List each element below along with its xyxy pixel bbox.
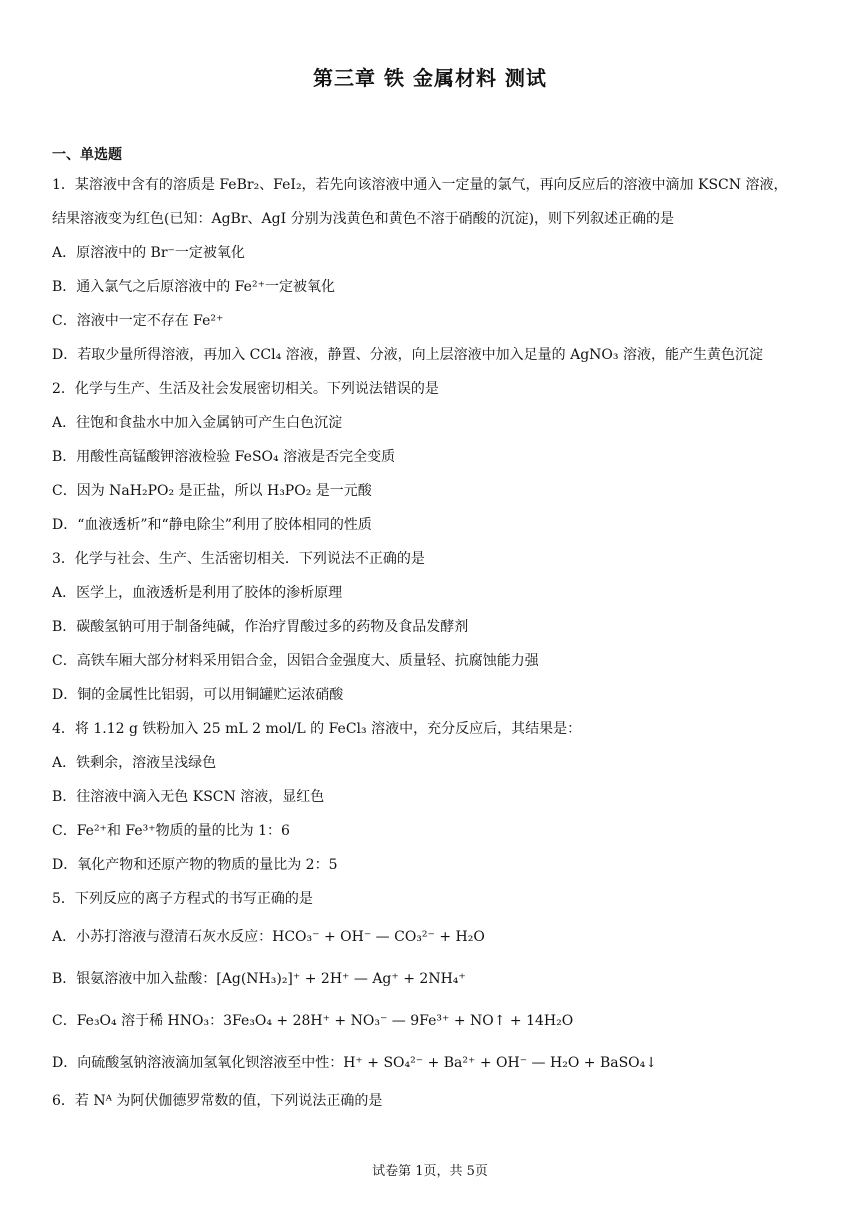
question-line: 2．化学与生产、生活及社会发展密切相关。下列说法错误的是 bbox=[52, 381, 439, 397]
option-line: C．Fe²⁺和 Fe³⁺物质的量的比为 1：6 bbox=[52, 823, 290, 839]
text-line: 结果溶液变为红色(已知：AgBr、AgI 分别为浅黄色和黄色不溶于硝酸的沉淀)，则下列叙述正确的是 bbox=[52, 211, 675, 227]
formula-option-line: B．银氨溶液中加入盐酸：[Ag(NH₃)₂]⁺ + 2H⁺ — Ag⁺ + 2NH₄⁺ bbox=[52, 971, 466, 987]
page-title: 第三章 铁 金属材料 测试 bbox=[313, 66, 547, 90]
option-line: B．用酸性高锰酸钾溶液检验 FeSO₄ 溶液是否完全变质 bbox=[52, 449, 396, 465]
formula-option-line: A．小苏打溶液与澄清石灰水反应：HCO₃⁻ + OH⁻ — CO₃²⁻ + H₂O bbox=[52, 929, 485, 945]
option-line: D．若取少量所得溶液，再加入 CCl₄ 溶液，静置、分液，向上层溶液中加入足量的 AgNO₃ 溶液，能产生黄色沉淀 bbox=[52, 347, 763, 363]
question-line: 3．化学与社会、生产、生活密切相关．下列说法不正确的是 bbox=[52, 551, 425, 567]
question-line: 5．下列反应的离子方程式的书写正确的是 bbox=[52, 891, 313, 907]
option-line: D．“血液透析”和“静电除尘”利用了胶体相同的性质 bbox=[52, 517, 372, 533]
question-content bbox=[52, 168, 812, 1118]
option-line: C．溶液中一定不存在 Fe²⁺ bbox=[52, 313, 224, 329]
option-line: A．铁剩余，溶液呈浅绿色 bbox=[52, 755, 217, 771]
option-line: A．医学上，血液透析是利用了胶体的渗析原理 bbox=[52, 585, 343, 601]
option-line: A．往饱和食盐水中加入金属钠可产生白色沉淀 bbox=[52, 415, 343, 431]
question-line: 4．将 1.12 g 铁粉加入 25 mL 2 mol/L 的 FeCl₃ 溶液中，充分反应后，其结果是： bbox=[52, 721, 582, 737]
option-line: B．碳酸氢钠可用于制备纯碱，作治疗胃酸过多的药物及食品发酵剂 bbox=[52, 619, 469, 635]
section-heading: 一、单选题 bbox=[52, 147, 122, 163]
option-line: B．往溶液中滴入无色 KSCN 溶液，显红色 bbox=[52, 789, 325, 805]
option-line: C．因为 NaH₂PO₂ 是正盐，所以 H₃PO₂ 是一元酸 bbox=[52, 483, 372, 499]
option-line: B．通入氯气之后原溶液中的 Fe²⁺一定被氧化 bbox=[52, 279, 335, 295]
formula-option-line: D．向硫酸氢钠溶液滴加氢氧化钡溶液至中性：H⁺ + SO₄²⁻ + Ba²⁺ + OH⁻ — H₂O + BaSO₄↓ bbox=[52, 1055, 657, 1071]
question-line: 6．若 Nᴬ 为阿伏伽德罗常数的值，下列说法正确的是 bbox=[52, 1093, 383, 1109]
option-line: A．原溶液中的 Br⁻一定被氧化 bbox=[52, 245, 245, 261]
option-line: D．氧化产物和还原产物的物质的量比为 2：5 bbox=[52, 857, 338, 873]
formula-option-line: C．Fe₃O₄ 溶于稀 HNO₃：3Fe₃O₄ + 28H⁺ + NO₃⁻ — 9Fe³⁺ + NO↑ + 14H₂O bbox=[52, 1013, 574, 1029]
option-line: D．铜的金属性比铝弱，可以用铜罐贮运浓硝酸 bbox=[52, 687, 344, 703]
option-line: C．高铁车厢大部分材料采用铝合金，因铝合金强度大、质量轻、抗腐蚀能力强 bbox=[52, 653, 539, 669]
page-footer: 试卷第 1页，共 5页 bbox=[372, 1164, 488, 1179]
text-line: 1．某溶液中含有的溶质是 FeBr₂、FeI₂，若先向该溶液中通入一定量的氯气，再向反应后的溶液中滴加 KSCN 溶液， bbox=[52, 177, 788, 193]
